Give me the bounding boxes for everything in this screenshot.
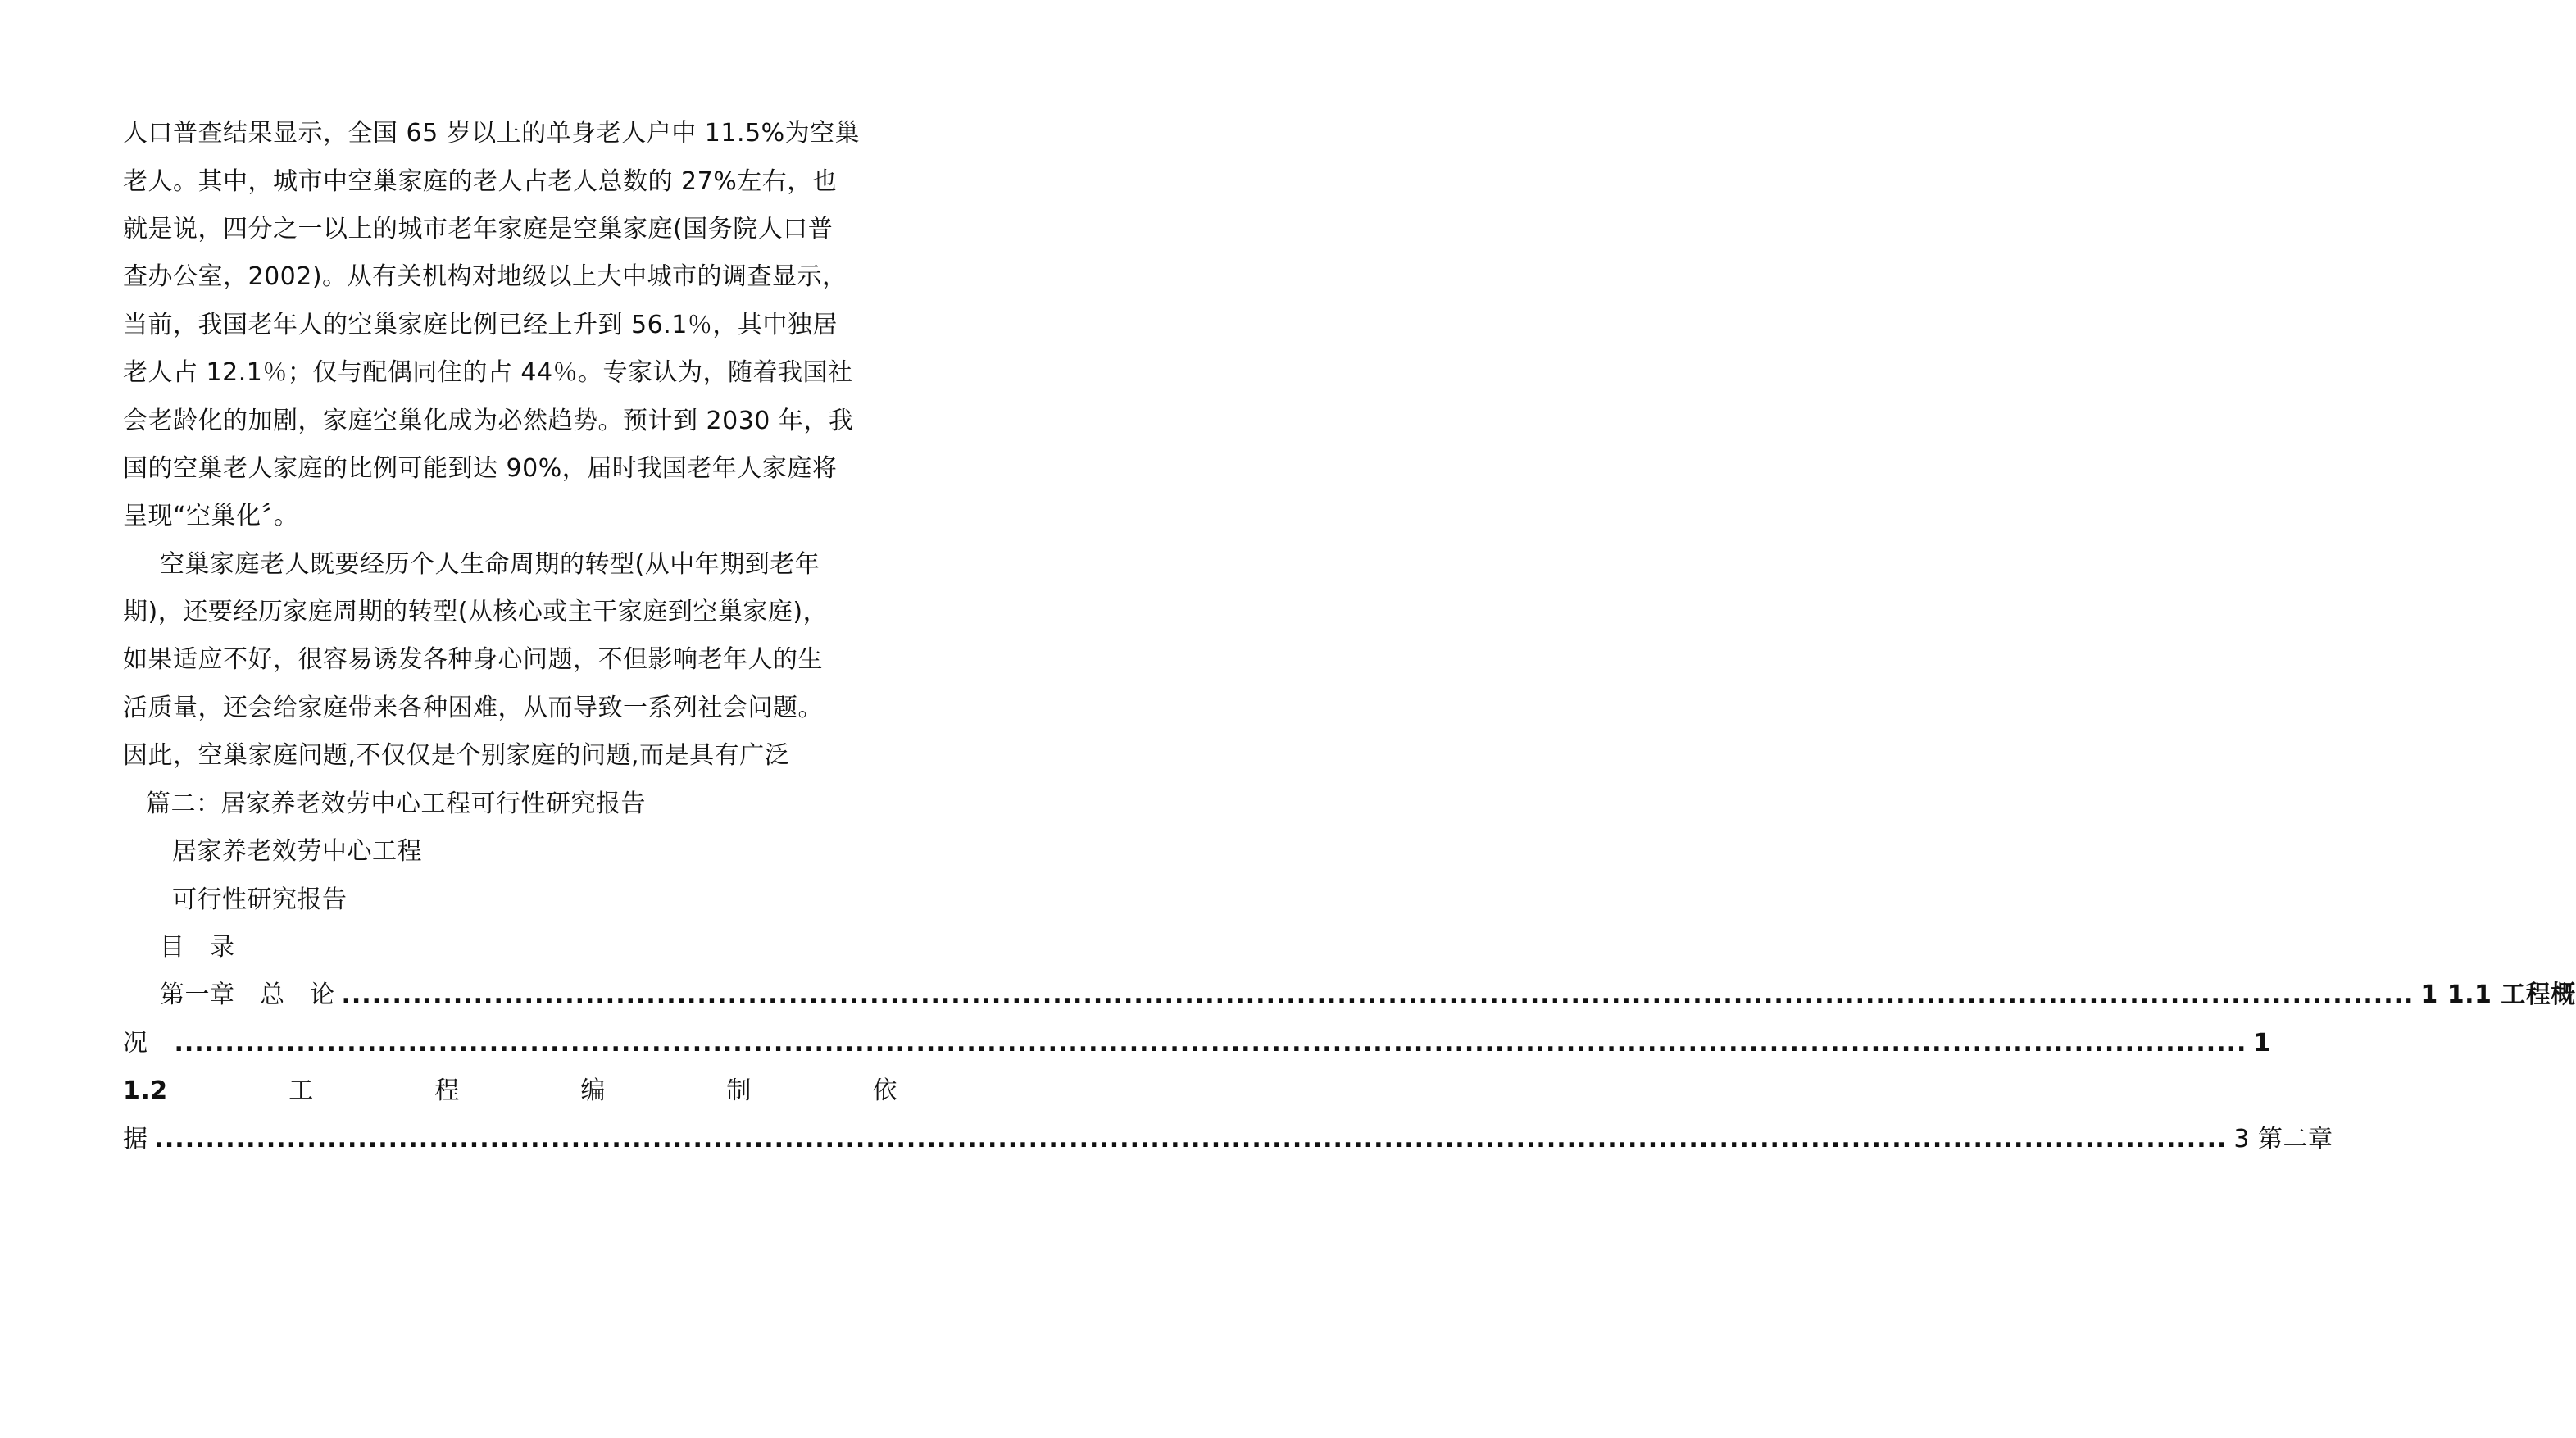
paragraph-line bbox=[123, 309, 897, 342]
toc-entry-title: 据 bbox=[123, 1125, 148, 1154]
paragraph-text: 空巢家庭老人既要经历个人生命周期的转型(从中年期到老年 bbox=[160, 550, 820, 579]
section-heading: 篇二：居家养老效劳中心工程可行性研究报告 bbox=[146, 790, 646, 818]
toc-entry bbox=[123, 1123, 2333, 1156]
paragraph-text: 期)，还要经历家庭周期的转型(从核心或主干家庭到空巢家庭)， bbox=[123, 598, 829, 626]
toc-entry-page: 3 第二章 bbox=[2233, 1125, 2333, 1154]
toc-entry-word: 程 bbox=[434, 1076, 460, 1105]
report-title-line-1: 居家养老效劳中心工程 bbox=[172, 837, 422, 866]
paragraph-line bbox=[123, 596, 897, 629]
toc-entry bbox=[123, 1075, 897, 1108]
paragraph-text: 人口普查结果显示，全国 65 岁以上的单身老人户中 11.5%为空巢 bbox=[123, 119, 861, 148]
paragraph-text: 查办公室，2002)。从有关机构对地级以上大中城市的调查显示， bbox=[123, 262, 847, 291]
toc-entry-word: 编 bbox=[580, 1076, 606, 1105]
paragraph-line bbox=[123, 166, 897, 198]
paragraph-text: 活质量，还会给家庭带来各种困难，从而导致一系列社会问题。 bbox=[123, 694, 823, 722]
toc-entry-word: 依 bbox=[872, 1076, 897, 1105]
toc-entry-page: 1 bbox=[2253, 1029, 2271, 1058]
toc-entry-word: 1.2 bbox=[123, 1076, 168, 1105]
paragraph-line bbox=[123, 692, 897, 725]
paragraph-line bbox=[123, 453, 897, 485]
paragraph-line bbox=[123, 405, 897, 438]
paragraph-text: 就是说，四分之一以上的城市老年家庭是空巢家庭(国务院人口普 bbox=[123, 215, 834, 243]
paragraph-line bbox=[123, 117, 897, 150]
paragraph-text: 因此，空巢家庭问题,不仅仅是个别家庭的问题,而是具有广泛 bbox=[123, 741, 790, 770]
paragraph-text: 当前，我国老年人的空巢家庭比例已经上升到 56.1％，其中独居 bbox=[123, 311, 838, 339]
paragraph-text: 国的空巢老人家庭的比例可能到达 90%，届时我国老年人家庭将 bbox=[123, 454, 838, 483]
toc-leader-dots: ............................................................................................................................................................................................................ bbox=[174, 1029, 2247, 1058]
paragraph-line bbox=[123, 261, 897, 294]
paragraph-text: 会老龄化的加剧，家庭空巢化成为必然趋势。预计到 2030 年，我 bbox=[123, 407, 854, 435]
report-title-line-2: 可行性研究报告 bbox=[172, 885, 348, 914]
toc-leader-dots: ............................................................................................................................................................................................................ bbox=[341, 981, 2415, 1009]
toc-leader-dots: ............................................................................................................................................................................................................ bbox=[154, 1125, 2228, 1154]
toc-entry bbox=[123, 1027, 2271, 1060]
paragraph-line bbox=[123, 213, 897, 246]
paragraph-text: 老人占 12.1％；仅与配偶同住的占 44％。专家认为，随着我国社 bbox=[123, 358, 853, 387]
paragraph-line bbox=[123, 357, 897, 389]
toc-entry-word: 工 bbox=[288, 1076, 314, 1105]
paragraph-line bbox=[123, 500, 897, 533]
toc-entry bbox=[160, 979, 2576, 1012]
toc-entry-title: 况 bbox=[123, 1029, 148, 1058]
paragraph-line bbox=[123, 644, 897, 676]
toc-entry-word: 制 bbox=[726, 1076, 752, 1105]
paragraph-text: 呈现“空巢化〞。 bbox=[123, 502, 299, 530]
paragraph-text: 如果适应不好，很容易诱发各种身心问题，不但影响老年人的生 bbox=[123, 645, 823, 674]
toc-entry-page: 1 1.1 工程概 bbox=[2420, 981, 2576, 1009]
paragraph-line bbox=[160, 548, 897, 581]
toc-heading: 目 录 bbox=[160, 933, 235, 962]
paragraph-text: 老人。其中，城市中空巢家庭的老人占老人总数的 27%左右，也 bbox=[123, 167, 838, 196]
paragraph-line bbox=[123, 739, 897, 772]
toc-entry-title: 第一章 总 论 bbox=[160, 981, 335, 1009]
